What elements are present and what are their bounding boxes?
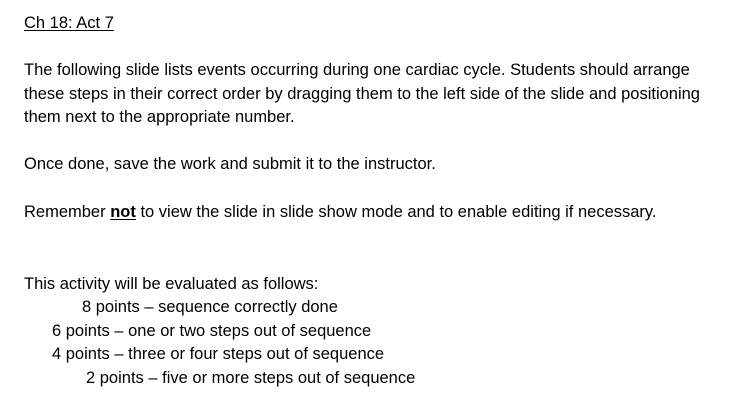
- evaluation-line-6-points: 6 points – one or two steps out of sequence: [52, 322, 372, 340]
- reminder-text-before: Remember: [24, 203, 111, 221]
- evaluation-heading: This activity will be evaluated as follows:: [24, 275, 319, 293]
- reminder-text-after: to view the slide in slide show mode and to enable editing if necessary.: [135, 203, 657, 221]
- submit-paragraph: Once done, save the work and submit it to the instructor.: [24, 155, 436, 173]
- evaluation-line-8-points: 8 points – sequence correctly done: [82, 298, 338, 316]
- evaluation-line-4-points: 4 points – three or four steps out of sequence: [52, 345, 385, 363]
- reminder-emphasis: not: [110, 203, 136, 221]
- document-title: Ch 18: Act 7: [24, 14, 114, 32]
- instructions-paragraph: The following slide lists events occurring during one cardiac cycle. Students should arrange these steps in their correct order by dragging them to the left side of the slide and positioning them next to the appropriate number.: [24, 61, 700, 126]
- reminder-paragraph: [24, 201, 724, 225]
- evaluation-line-2-points: 2 points – five or more steps out of sequence: [86, 369, 416, 387]
